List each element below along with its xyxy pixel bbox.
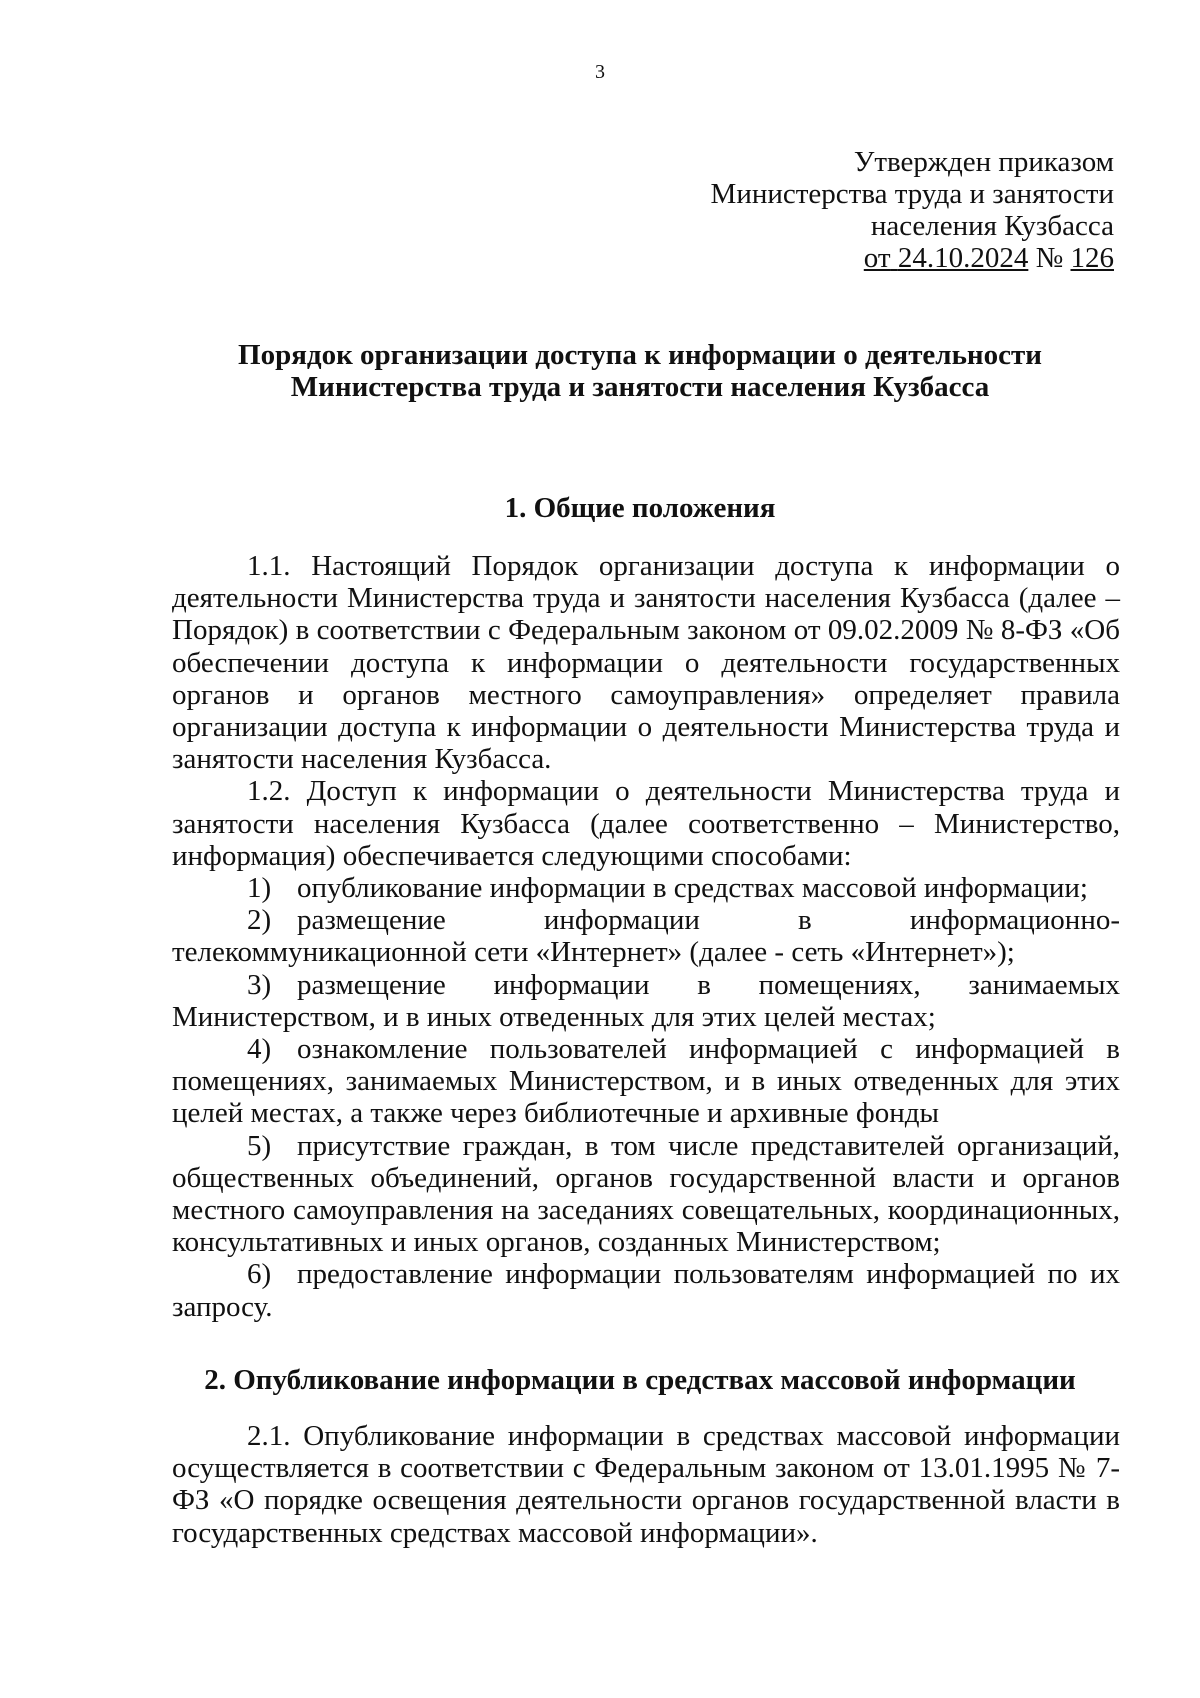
document-title-line-2: Министерства труда и занятости населения Кузбасса (290, 371, 990, 403)
approval-number-sign: № (1035, 242, 1064, 274)
list-item-number: 3) (247, 968, 272, 1001)
list-item (172, 1130, 1120, 1259)
section-1-body (172, 550, 1120, 1323)
list-item-text: ознакомление пользователей информацией с информацией в помещениях, занимаемых Министерством, и в иных отведенных для этих целей местах, а также через библиотечные и архивные фонды (172, 1033, 1120, 1130)
approval-line-4 (711, 242, 1114, 274)
paragraph-2-1: 2.1. Опубликование информации в средствах массовой информации осуществляется в соответствии с Федеральным законом от 13.01.1995 № 7-ФЗ «О порядке освещения деятельности органов государственной власти в государственных средствах массовой информации». (172, 1420, 1120, 1549)
list-item-number: 6) (247, 1258, 272, 1291)
approval-stamp-block (711, 146, 1114, 274)
list-item-text: предоставление информации пользователям информацией по их запросу. (172, 1258, 1120, 1323)
document-title (160, 339, 1120, 403)
approval-date: 24.10.2024 (897, 242, 1029, 274)
approval-line-3: населения Кузбасса (870, 210, 1114, 242)
section-2-body (172, 1420, 1120, 1549)
section-2-heading: 2. Опубликование информации в средствах массовой информации (204, 1364, 1076, 1396)
paragraph-1-1: 1.1. Настоящий Порядок организации доступа к информации о деятельности Министерства труда и занятости населения Кузбасса (далее – Порядок) в соответствии с Федеральным законом от 09.02.2009 № 8-ФЗ «Об обеспечении доступа к информации о деятельности государственных органов и органов местного самоуправления» определяет правила организации доступа к информации о деятельности Министерства труда и занятости населения Кузбасса. (172, 550, 1120, 776)
list-item-text: присутствие граждан, в том числе представителей организаций, общественных объединений, органов государственной власти и органов местного самоуправления на заседаниях совещательных, координационных, консультативных и иных органов, созданных Министерством; (172, 1129, 1120, 1259)
approval-line-1: Утвержден приказом (853, 146, 1114, 178)
list-item-number: 4) (247, 1033, 272, 1066)
approval-line-2: Министерства труда и занятости (710, 178, 1114, 210)
list-item-text: опубликование информации в средствах массовой информации; (297, 872, 1088, 905)
list-item (172, 1258, 1120, 1322)
page-number: 3 (595, 61, 605, 83)
list-item-number: 1) (247, 872, 272, 905)
list-item (172, 904, 1120, 968)
list-item-text: размещение информации в помещениях, занимаемых Министерством, и в иных отведенных для этих целей местах; (172, 968, 1120, 1033)
list-item-text: размещение информации в информационно-телекоммуникационной сети «Интернет» (далее - сеть «Интернет»); (172, 904, 1120, 969)
list-item (172, 872, 1120, 904)
list-item (172, 969, 1120, 1033)
list-item-number: 2) (247, 904, 272, 937)
list-item-number: 5) (247, 1129, 272, 1162)
approval-date-prefix: от (863, 242, 891, 274)
paragraph-1-2: 1.2. Доступ к информации о деятельности Министерства труда и занятости населения Кузбасса (далее соответственно – Министерство, информация) обеспечивается следующими способами: (172, 775, 1120, 872)
document-title-line-1: Порядок организации доступа к информации о деятельности (238, 339, 1042, 371)
list-item (172, 1033, 1120, 1130)
approval-number: 126 (1070, 242, 1114, 274)
section-1-heading: 1. Общие положения (504, 492, 776, 524)
